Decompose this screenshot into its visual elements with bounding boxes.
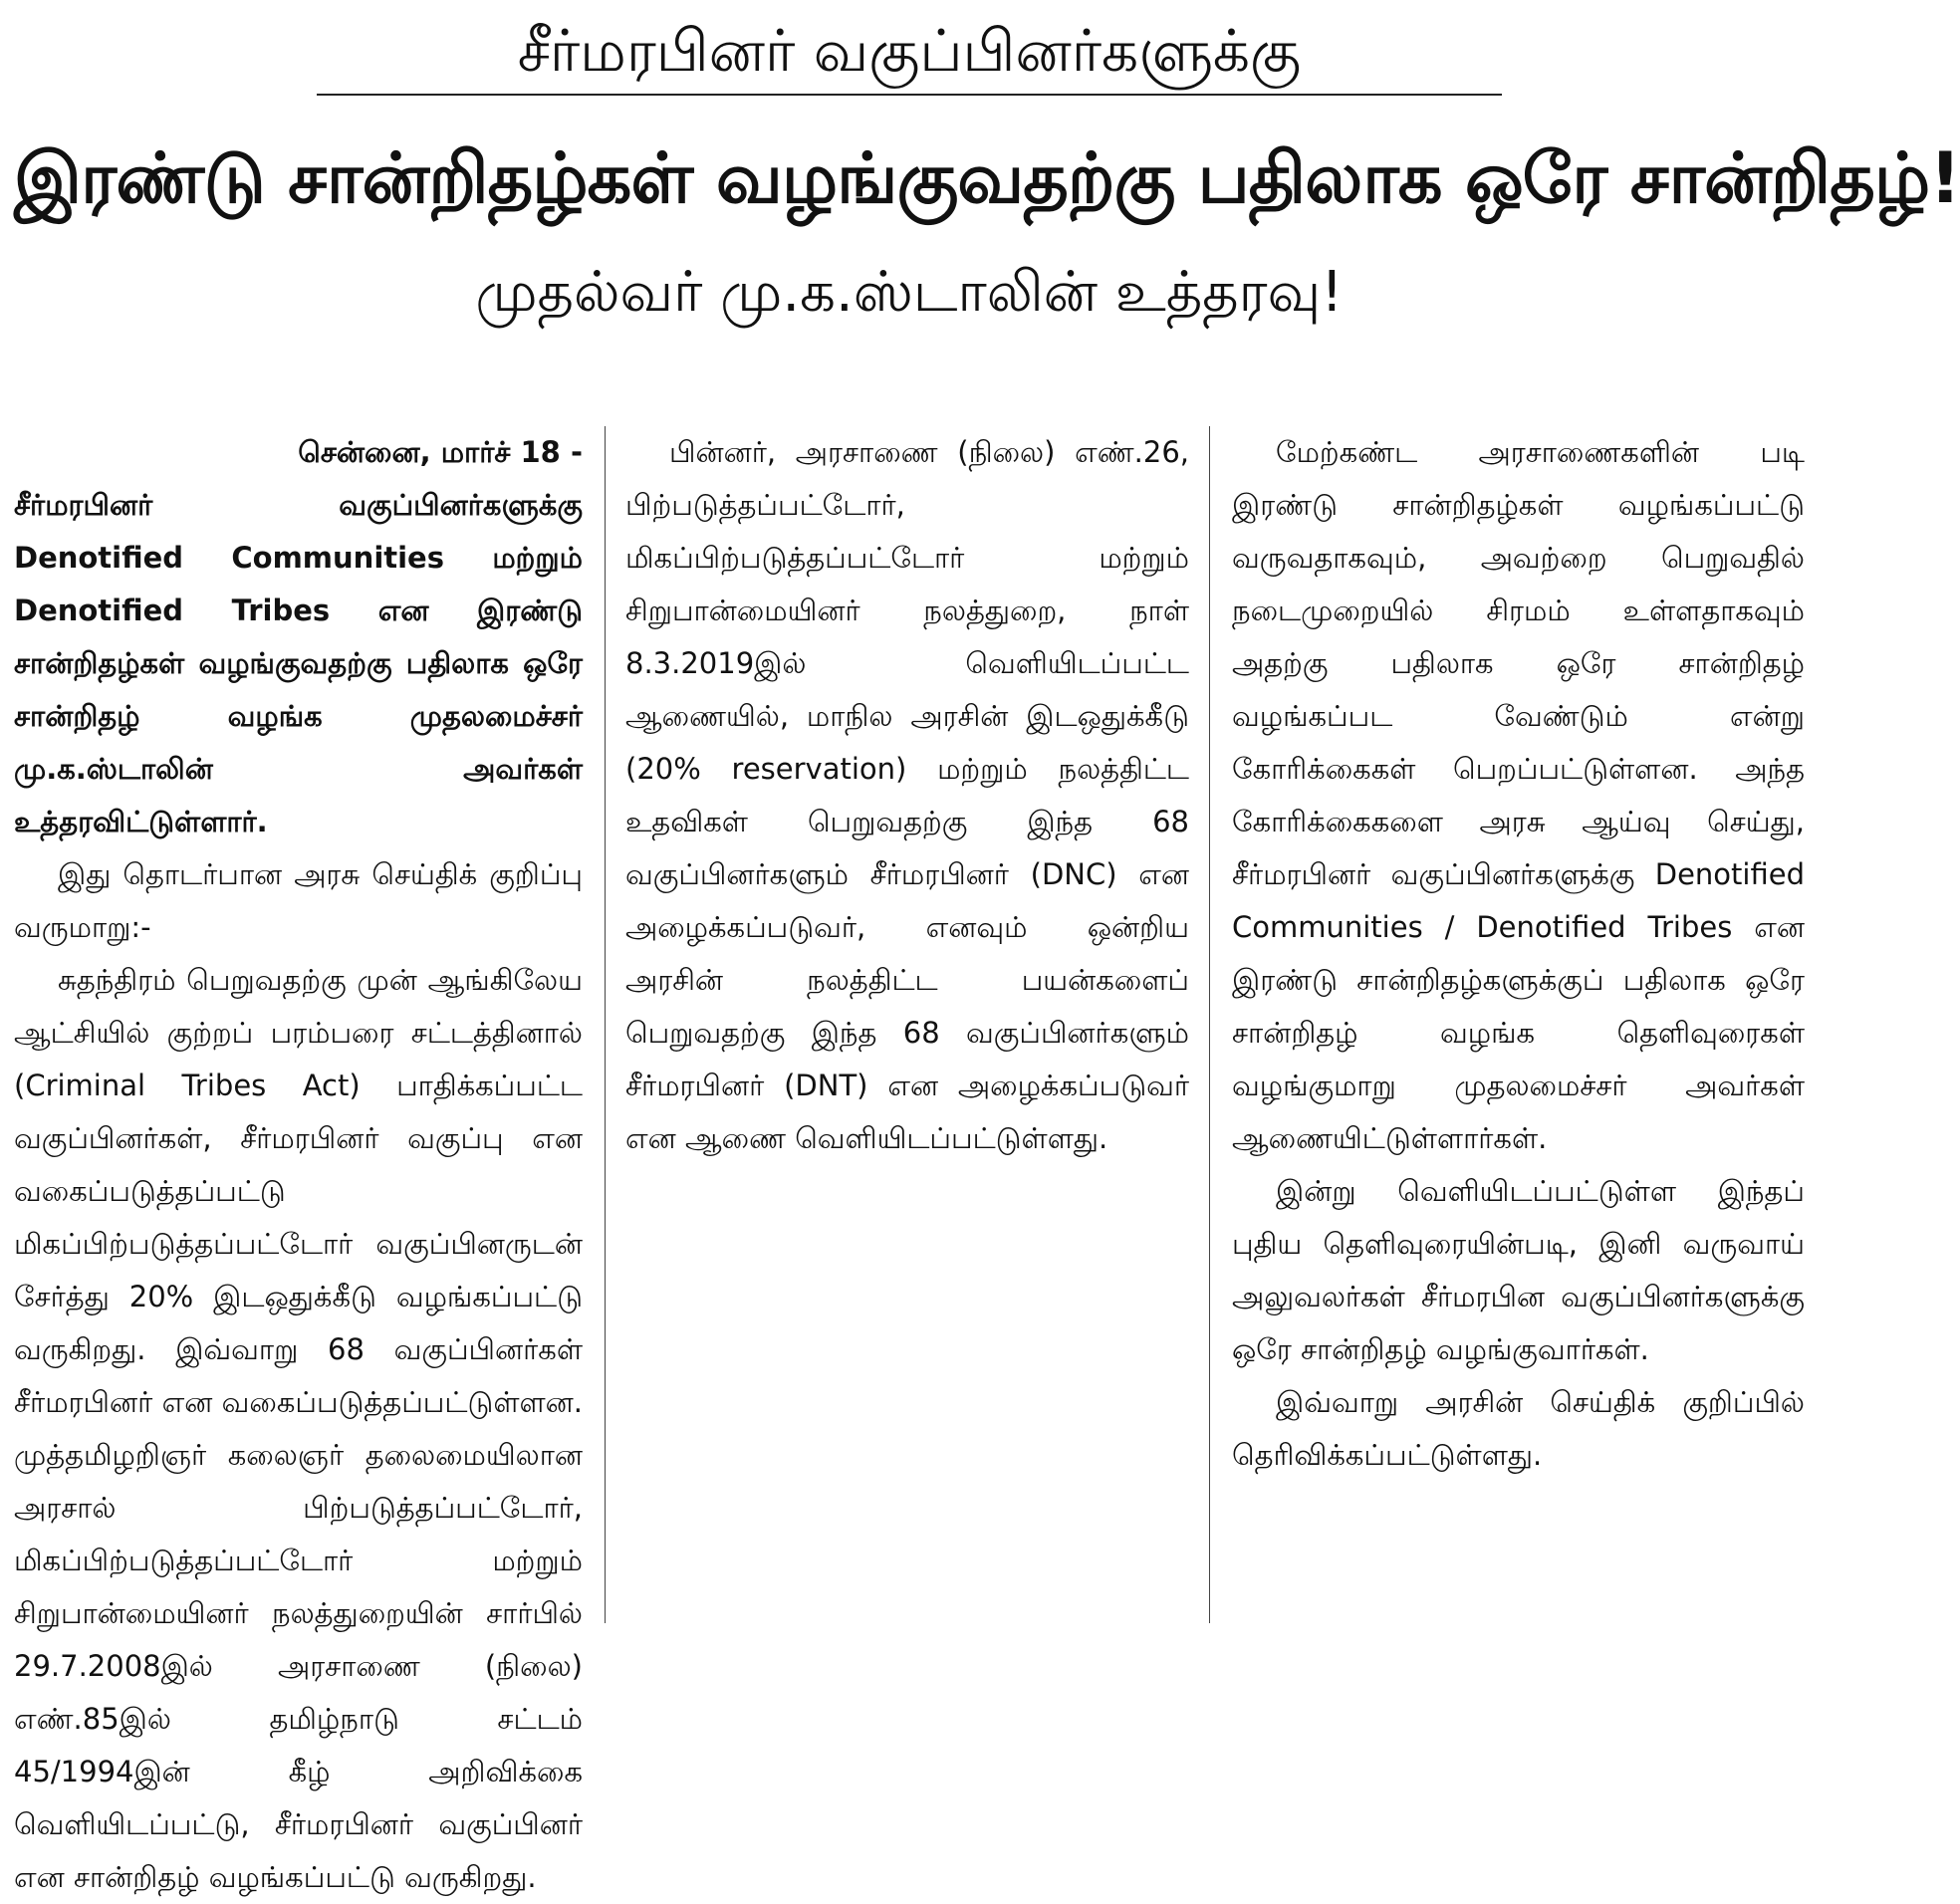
paragraph-requests: மேற்கண்ட அரசாணைகளின் படி இரண்டு சான்றிதழ்கள் வழங்கப்பட்டு வருவதாகவும், அவற்றை பெறுவதில் நடைமுறையில் சிரமம் உள்ளதாகவும் அதற்கு பதிலாக ஒரே சான்றிதழ் வழங்கப்பட வேண்டும் என்று கோரிக்கைகள் பெறப்பட்டுள்ளன. அந்த கோரிக்கைகளை அரசு ஆய்வு செய்து, சீர்மரபினர் வகுப்பினர்களுக்கு Denotified Communities / Denotified Tribes என இரண்டு சான்றிதழ்களுக்குப் பதிலாக ஒரே சான்றிதழ் வழங்க தெளிவுரைகள் வழங்குமாறு முதலமைச்சர் அவர்கள் ஆணையிட்டுள்ளார்கள். [1232, 435, 1805, 1155]
paragraph-intro: இது தொடர்பான அரசு செய்திக் குறிப்பு வருமாறு:- [14, 857, 583, 944]
kicker-divider [317, 94, 1502, 96]
column-1 [14, 426, 605, 1894]
article-headline: இரண்டு சான்றிதழ்கள் வழங்குவதற்கு பதிலாக ஒரே சான்றிதழ்! [14, 137, 1960, 219]
dateline: சென்னை, மார்ச் 18 - [298, 435, 583, 469]
article-subheadline: முதல்வர் மு.க.ஸ்டாலின் உத்தரவு! [475, 260, 1344, 325]
article-kicker: சீர்மரபினர் வகுப்பினர்களுக்கு [517, 17, 1302, 85]
paragraph-history: சுதந்திரம் பெறுவதற்கு முன் ஆங்கிலேய ஆட்சியில் குற்றப் பரம்பரை சட்டத்தினால் (Criminal Tribes Act) பாதிக்கப்பட்ட வகுப்பினர்கள், சீர்மரபினர் வகுப்பு என வகைப்படுத்தப்பட்டு மிகப்பிற்படுத்தப்பட்டோர் வகுப்பினருடன் சேர்த்து 20% இடஒதுக்கீடு வழங்கப்பட்டு வருகிறது. இவ்வாறு 68 வகுப்பினர்கள் சீர்மரபினர் என வகைப்படுத்தப்பட்டுள்ளன. முத்தமிழறிஞர் கலைஞர் தலைமையிலான அரசால் பிற்படுத்தப்பட்டோர், மிகப்பிற்படுத்தப்பட்டோர் மற்றும் சிறுபான்மையினர் நலத்துறையின் சார்பில் 29.7.2008இல் அரசாணை (நிலை) எண்.85இல் தமிழ்நாடு சட்டம் 45/1994இன் கீழ் அறிவிக்கை வெளியிடப்பட்டு, சீர்மரபினர் வகுப்பினர் என சான்றிதழ் வழங்கப்பட்டு வருகிறது. [14, 963, 583, 1894]
article-body [14, 426, 1805, 1894]
paragraph-order: பின்னர், அரசாணை (நிலை) எண்.26, பிற்படுத்தப்பட்டோர், மிகப்பிற்படுத்தப்பட்டோர் மற்றும் சிறுபான்மையினர் நலத்துறை, நாள் 8.3.2019இல் வெளியிடப்பட்ட ஆணையில், மாநில அரசின் இடஒதுக்கீடு (20% reservation) மற்றும் நலத்திட்ட உதவிகள் பெறுவதற்கு இந்த 68 வகுப்பினர்களும் சீர்மரபினர் (DNC) என அழைக்கப்படுவர், எனவும் ஒன்றிய அரசின் நலத்திட்ட பயன்களைப் பெறுவதற்கு இந்த 68 வகுப்பினர்களும் சீர்மரபினர் (DNT) என அழைக்கப்படுவர் என ஆணை வெளியிடப்பட்டுள்ளது. [625, 435, 1189, 1155]
column-3 [1210, 426, 1805, 1623]
lead-paragraph: சீர்மரபினர் வகுப்பினர்களுக்கு Denotified Communities மற்றும் Denotified Tribes என இரண்டு சான்றிதழ்கள் வழங்குவதற்கு பதிலாக ஒரே சான்றிதழ் வழங்க முதலமைச்சர் மு.க.ஸ்டாலின் அவர்கள் உத்தரவிட்டுள்ளார். [14, 488, 583, 838]
column-2 [605, 426, 1210, 1623]
paragraph-closing: இவ்வாறு அரசின் செய்திக் குறிப்பில் தெரிவிக்கப்பட்டுள்ளது. [1232, 1385, 1805, 1472]
paragraph-clarification: இன்று வெளியிடப்பட்டுள்ள இந்தப் புதிய தெளிவுரையின்படி, இனி வருவாய் அலுவலர்கள் சீர்மரபின வகுப்பினர்களுக்கு ஒரே சான்றிதழ் வழங்குவார்கள். [1232, 1174, 1805, 1366]
